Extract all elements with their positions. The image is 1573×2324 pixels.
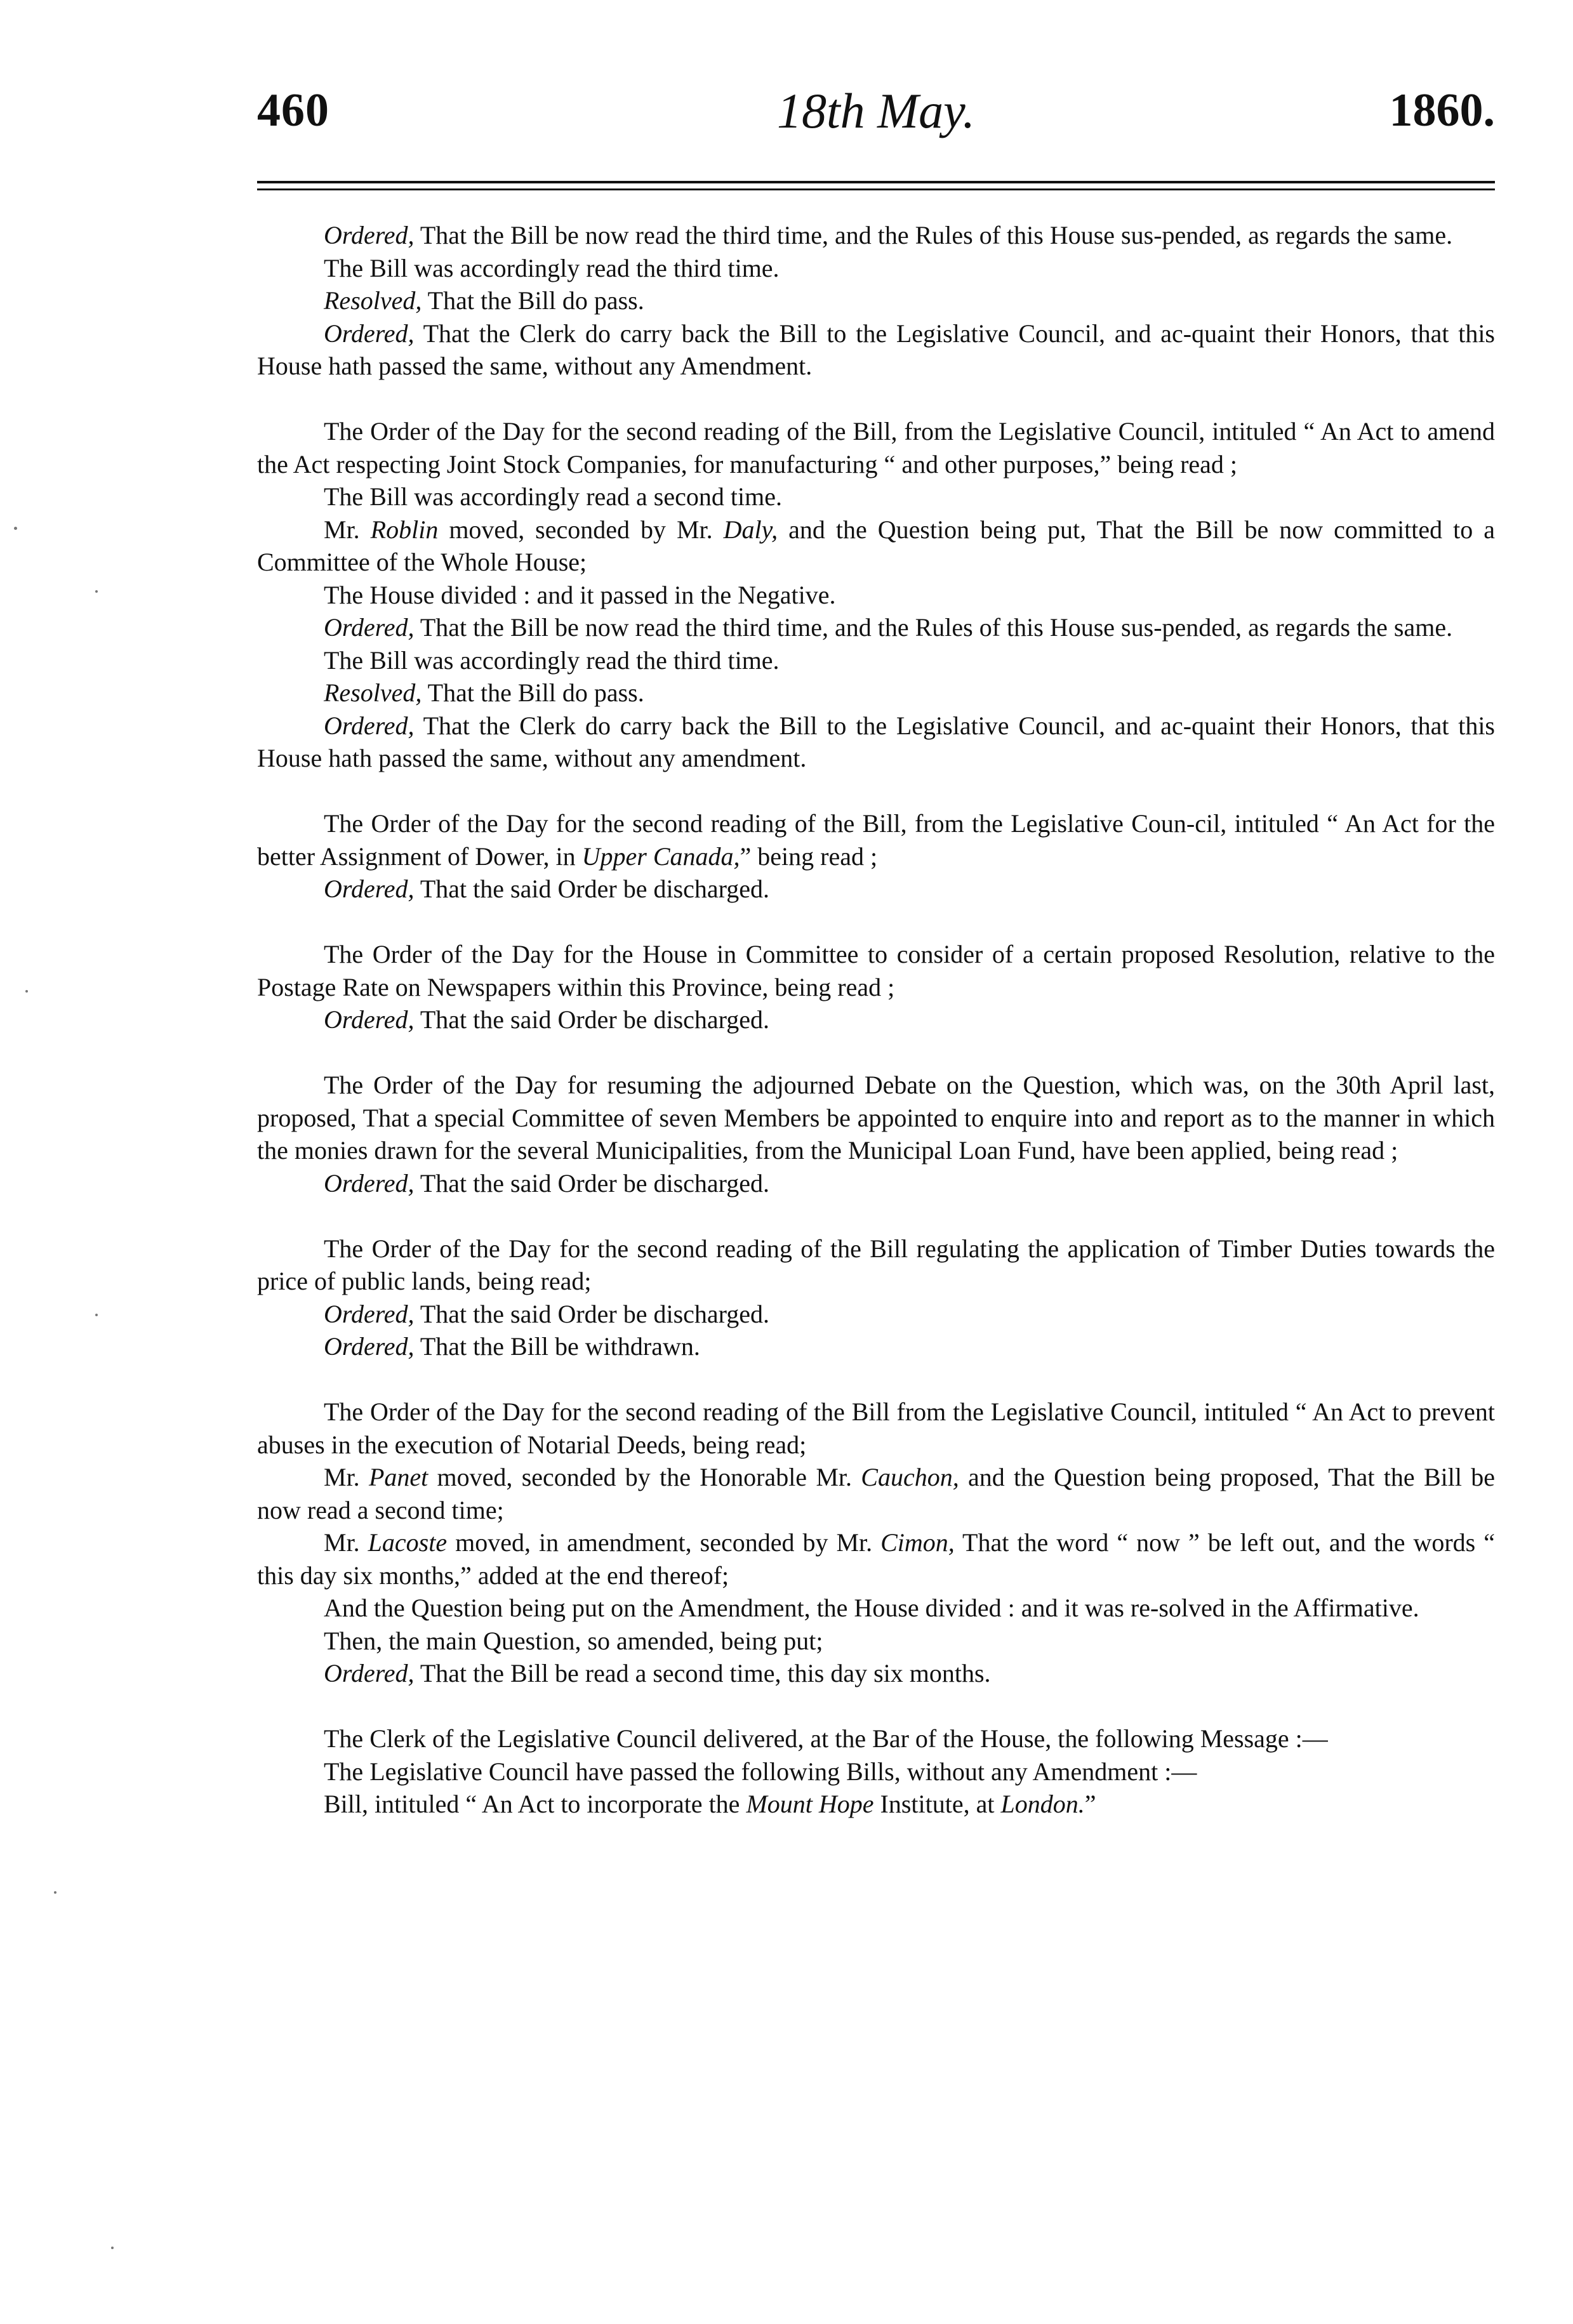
header-rule-top	[257, 181, 1495, 183]
paragraph	[257, 1461, 1495, 1526]
paragraph	[257, 480, 1495, 513]
text-run: Bill, intituled “ An Act to incorporate the	[324, 1790, 747, 1818]
paragraph	[257, 1003, 1495, 1036]
italic-run: Ordered,	[324, 1168, 415, 1198]
header-rule-bottom	[257, 188, 1495, 190]
text-run: That the said Order be discharged.	[414, 1005, 770, 1034]
italic-run: Mount Hope	[746, 1790, 874, 1818]
text-run: The Legislative Council have passed the following Bills, without any Amendment :—	[324, 1757, 1197, 1786]
italic-run: Roblin	[370, 515, 439, 544]
paragraph	[257, 1167, 1495, 1200]
text-run: That the said Order be discharged.	[414, 875, 770, 903]
text-run: moved, in amendment, seconded by Mr.	[447, 1528, 881, 1557]
paragraph	[257, 807, 1495, 873]
italic-run: Ordered,	[324, 1005, 415, 1034]
paragraph	[257, 710, 1495, 775]
text-run: The Order of the Day for the House in Committee to consider of a certain proposed Resolution, relative to the Postage Rate on Newspapers within this Province, being read ;	[257, 940, 1495, 1001]
text-run: Institute, at	[873, 1790, 1001, 1818]
text-run: That the Clerk do carry back the Bill to the Legislative Council, and ac-quaint their Honors, that this House hath passed the same, without any amendment.	[257, 711, 1495, 772]
paragraph	[257, 415, 1495, 480]
italic-run: Upper Canada,	[581, 842, 740, 871]
italic-run: Ordered,	[324, 875, 415, 903]
text-run: The Order of the Day for the second reading of the Bill from the Legislative Council, intituled “ An Act to prevent abuses in the execution of Notarial Deeds, being read;	[257, 1397, 1495, 1459]
text-run: The Bill was accordingly read the third time.	[324, 645, 780, 675]
text-run: The Bill was accordingly read a second time.	[324, 482, 782, 511]
paragraph	[257, 644, 1495, 677]
scan-speck	[111, 2247, 114, 2249]
italic-run: Cimon,	[880, 1528, 955, 1557]
paragraph	[257, 1232, 1495, 1298]
text-run: moved, seconded by Mr.	[438, 515, 724, 544]
italic-run: Ordered,	[324, 711, 415, 740]
paragraph	[257, 1592, 1495, 1625]
paragraph	[257, 513, 1495, 579]
text-run: That the said Order be discharged.	[414, 1299, 770, 1328]
italic-run: Ordered,	[324, 1332, 415, 1361]
scan-speck	[95, 1314, 98, 1316]
text-run: The Bill was accordingly read the third time.	[324, 253, 780, 282]
text-run: The Order of the Day for the second reading of the Bill, from the Legislative Council, intituled “ An Act to amend the Act respecting Joint Stock Companies, for manufacturing “ and other purposes,” being read ;	[257, 417, 1495, 479]
text-run: That the said Order be discharged.	[414, 1168, 770, 1198]
italic-run: Ordered,	[324, 613, 415, 642]
text-run: and the Question being proposed, That the Bill be now read a second time;	[257, 1463, 1496, 1524]
italic-run: Ordered,	[324, 221, 415, 249]
paragraph	[257, 1526, 1495, 1592]
paragraph	[257, 317, 1495, 383]
paragraph	[257, 1755, 1495, 1788]
scan-speck	[95, 590, 98, 593]
scan-speck	[14, 527, 17, 530]
text-run: ”	[1084, 1790, 1096, 1818]
text-run: Mr.	[324, 1528, 368, 1557]
paragraph	[257, 1396, 1495, 1461]
paragraph	[257, 1298, 1495, 1331]
italic-run: Resolved,	[324, 286, 422, 315]
text-run: The Order of the Day for the second reading of the Bill regulating the application of Timber Duties towards the price of public lands, being read;	[257, 1234, 1495, 1295]
text-run: And the Question being put on the Amendment, the House divided : and it was re-solved in the Affirmative.	[324, 1594, 1419, 1622]
text-run: That the Bill do pass.	[421, 678, 644, 707]
body-text	[257, 219, 1495, 1821]
text-run: ” being read ;	[740, 842, 878, 871]
text-run: and the Question being put, That the Bill be now committed to a Committee of the Whole House;	[257, 515, 1495, 576]
page-header	[257, 77, 1495, 147]
text-run: The Order of the Day for resuming the adjourned Debate on the Question, which was, on the 30th April last, proposed, That a special Committee of seven Members be appointed to enquire into and report as to the manner in which the monies drawn for the several Municipalities, from the Municipal Loan Fund, have been applied, being read ;	[257, 1071, 1495, 1165]
scan-speck	[54, 1891, 56, 1894]
paragraph	[257, 873, 1495, 906]
text-run: That the Bill be read a second time, this day six months.	[414, 1659, 991, 1687]
text-run: That the Bill be now read the third time, and the Rules of this House sus-pended, as regards the same.	[414, 221, 1453, 249]
text-run: That the Clerk do carry back the Bill to the Legislative Council, and ac-quaint their Honors, that this House hath passed the same, without any Amendment.	[257, 319, 1495, 380]
page-number: 460	[257, 84, 329, 136]
text-run: That the Bill do pass.	[421, 286, 644, 315]
header-year: 1860.	[1389, 84, 1495, 136]
paragraph	[257, 219, 1495, 252]
text-run: The House divided : and it passed in the Negative.	[324, 580, 836, 609]
paragraph	[257, 252, 1495, 285]
paragraph	[257, 1330, 1495, 1363]
paragraph	[257, 1657, 1495, 1690]
text-run: Then, the main Question, so amended, being put;	[324, 1626, 823, 1655]
text-run: That the Bill be withdrawn.	[414, 1332, 700, 1361]
paragraph	[257, 1069, 1495, 1167]
italic-run: London.	[1000, 1790, 1085, 1818]
italic-run: Ordered,	[324, 1659, 415, 1687]
paragraph	[257, 1788, 1495, 1821]
text-run: The Clerk of the Legislative Council delivered, at the Bar of the House, the following Message :—	[324, 1724, 1328, 1753]
italic-run: Resolved,	[324, 678, 422, 707]
text-run: moved, seconded by the Honorable Mr.	[428, 1463, 861, 1491]
paragraph	[257, 938, 1495, 1003]
paragraph	[257, 677, 1495, 710]
scan-speck	[25, 990, 28, 993]
paragraph	[257, 284, 1495, 317]
paragraph	[257, 579, 1495, 612]
italic-run: Ordered,	[324, 1299, 415, 1328]
text-run: Mr.	[324, 515, 371, 544]
italic-run: Daly,	[723, 515, 778, 544]
italic-run: Panet	[368, 1463, 428, 1491]
running-title: 18th May.	[777, 83, 975, 138]
text-run: That the word “ now ” be left out, and the words “ this day six months,” added at the end thereof;	[257, 1528, 1495, 1590]
paragraph	[257, 611, 1495, 644]
text-run: Mr.	[324, 1463, 369, 1491]
italic-run: Ordered,	[324, 319, 415, 348]
text-run: The Order of the Day for the second reading of the Bill, from the Legislative Coun-cil, intituled “ An Act for the better Assignment of Dower, in	[257, 809, 1495, 871]
paragraph	[257, 1625, 1495, 1658]
text-run: That the Bill be now read the third time, and the Rules of this House sus-pended, as regards the same.	[414, 613, 1453, 642]
paragraph	[257, 1722, 1495, 1755]
italic-run: Lacoste	[368, 1528, 448, 1557]
italic-run: Cauchon,	[861, 1463, 959, 1491]
